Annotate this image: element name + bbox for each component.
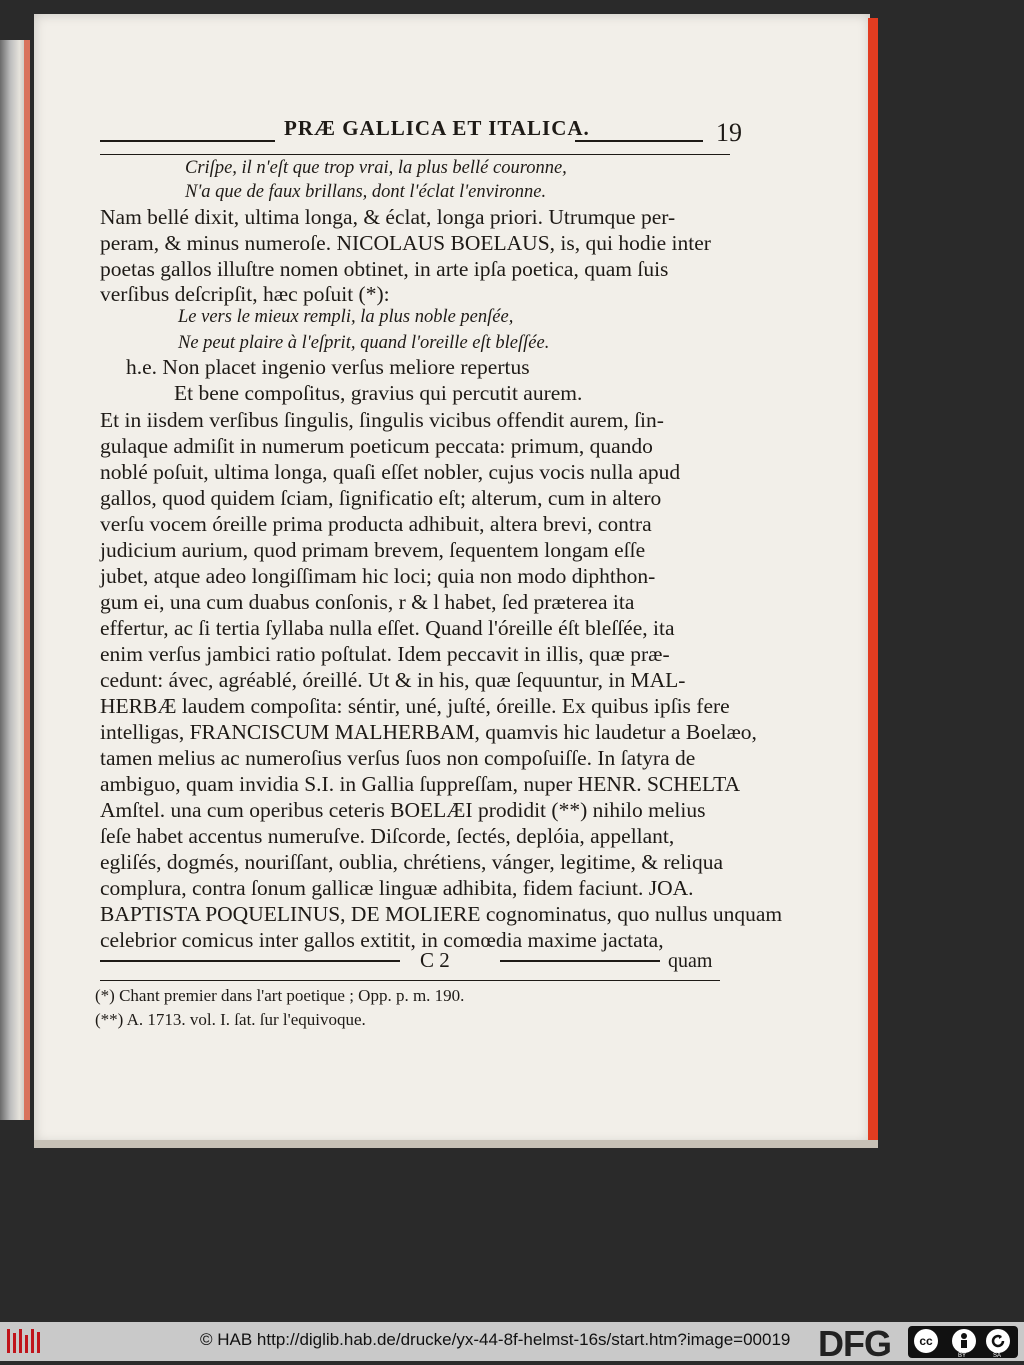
body-line: cedunt: ávec, agréablé, óreillé. Ut & in his, quæ ſequuntur, in MAL- xyxy=(100,668,686,692)
header-rule-right xyxy=(575,140,703,142)
source-link[interactable]: © HAB http://diglib.hab.de/drucke/yx-44-8f-helmst-16s/start.htm?image=00019 xyxy=(200,1330,791,1349)
share-alike-icon xyxy=(986,1329,1010,1353)
by-label: BY xyxy=(958,1353,967,1359)
footnote: (*) Chant premier dans l'art poetique ; Opp. p. m. 190. xyxy=(95,986,465,1005)
body-line: judicium aurium, quod primam brevem, ſequentem longam eſſe xyxy=(100,538,646,562)
body-line: enim verſus jambici ratio poſtulat. Idem peccavit in illis, quæ præ- xyxy=(100,642,670,666)
body-line: gallos, quod quidem ſciam, ſignificatio eſt; alterum, cum in altero xyxy=(100,486,662,510)
sa-label: SA xyxy=(993,1353,1002,1359)
footnote: (**) A. 1713. vol. I. ſat. ſur l'equivoque. xyxy=(95,1010,366,1029)
header-underline xyxy=(100,154,730,155)
verse-line: Ne peut plaire à l'eſprit, quand l'oreille eſt bleſſée. xyxy=(178,333,550,353)
translation-line: h.e. Non placet ingenio verſus meliore repertus xyxy=(126,355,530,379)
page-red-edge xyxy=(868,18,878,1144)
body-line: celebrior comicus inter gallos extitit, in comœdia maxime jactata, xyxy=(100,928,664,952)
body-line: Nam bellé dixit, ultima longa, & éclat, longa priori. Utrumque per- xyxy=(100,205,676,229)
signature-mark: C 2 xyxy=(420,948,450,972)
cc-icon: cc xyxy=(914,1329,938,1353)
body-line: intelligas, FRANCISCUM MALHERBAM, quamvis hic laudetur a Boelæo, xyxy=(100,720,757,744)
facing-page-edge xyxy=(0,40,26,1120)
body-line: verſibus deſcripſit, hæc poſuit (*): xyxy=(100,282,390,306)
dfg-logo: DFG xyxy=(818,1323,891,1364)
body-line: HERBÆ laudem compoſita: séntir, uné, juſté, óreille. Ex quibus ipſis fere xyxy=(100,694,730,718)
page-number: 19 xyxy=(716,118,742,147)
page-bottom-edge xyxy=(34,1140,878,1148)
translation-line: Et bene compoſitus, gravius qui percutit aurem. xyxy=(174,381,583,405)
facing-page-red-edge xyxy=(24,40,30,1120)
body-line: tamen melius ac numeroſius verſus ſuos non compoſuiſſe. In ſatyra de xyxy=(100,746,696,770)
body-line: noblé poſuit, ultima longa, quaſi eſſet nobler, cujus vocis nulla apud xyxy=(100,460,681,484)
body-line: peram, & minus numeroſe. NICOLAUS BOELAUS, is, qui hodie inter xyxy=(100,231,711,255)
body-line: verſu vocem óreille prima producta adhibuit, altera brevi, contra xyxy=(100,512,652,536)
verse-line: Criſpe, il n'eſt que trop vrai, la plus bellé couronne, xyxy=(185,158,567,178)
catchword: quam xyxy=(668,950,713,972)
body-line: gum ei, una cum duabus conſonis, r & l habet, ſed præterea ita xyxy=(100,590,635,614)
verse-line: N'a que de faux brillans, dont l'éclat l'environne. xyxy=(185,182,547,202)
hab-logo-icon xyxy=(6,1327,44,1355)
body-line: BAPTISTA POQUELINUS, DE MOLIERE cognominatus, quo nullus unquam xyxy=(100,902,783,926)
body-line: gulaque admiſit in numerum poeticum peccata: primum, quando xyxy=(100,434,653,458)
body-line: egliſés, dogmés, nouriſſant, oublia, chrétiens, vánger, legitime, & reliqua xyxy=(100,850,724,874)
signature-rule-right xyxy=(500,960,660,962)
header-rule-left xyxy=(100,140,275,142)
footnote-rule xyxy=(100,980,720,981)
body-line: ſeſe habet accentus numeruſve. Diſcorde, ſectés, deplóia, appellant, xyxy=(100,824,675,848)
body-line: Amſtel. una cum operibus ceteris BOELÆI prodidit (**) nihilo melius xyxy=(100,798,706,822)
signature-rule-left xyxy=(100,960,400,962)
body-line: ambiguo, quam invidia S.I. in Gallia ſuppreſſam, nuper HENR. SCHELTA xyxy=(100,772,741,796)
body-line: Et in iisdem verſibus ſingulis, ſingulis vicibus offendit aurem, ſin- xyxy=(100,408,664,432)
running-title: PRÆ GALLICA ET ITALICA. xyxy=(284,116,590,140)
body-line: effertur, ac ſi tertia ſyllaba nulla eſſet. Quand l'óreille éſt bleſſée, ita xyxy=(100,616,675,640)
cc-license-badge[interactable] xyxy=(908,1326,1018,1358)
body-line: poetas gallos illuſtre nomen obtinet, in arte ipſa poetica, quam ſuis xyxy=(100,257,669,281)
body-line: jubet, atque adeo longiſſimam hic loci; quia non modo diphthon- xyxy=(100,564,656,588)
by-person-icon xyxy=(952,1329,976,1353)
footer-bar xyxy=(0,1322,1024,1364)
verse-line: Le vers le mieux rempli, la plus noble penſée, xyxy=(178,307,514,327)
body-line: complura, contra ſonum gallicæ linguæ adhibita, fidem faciunt. JOA. xyxy=(100,876,694,900)
